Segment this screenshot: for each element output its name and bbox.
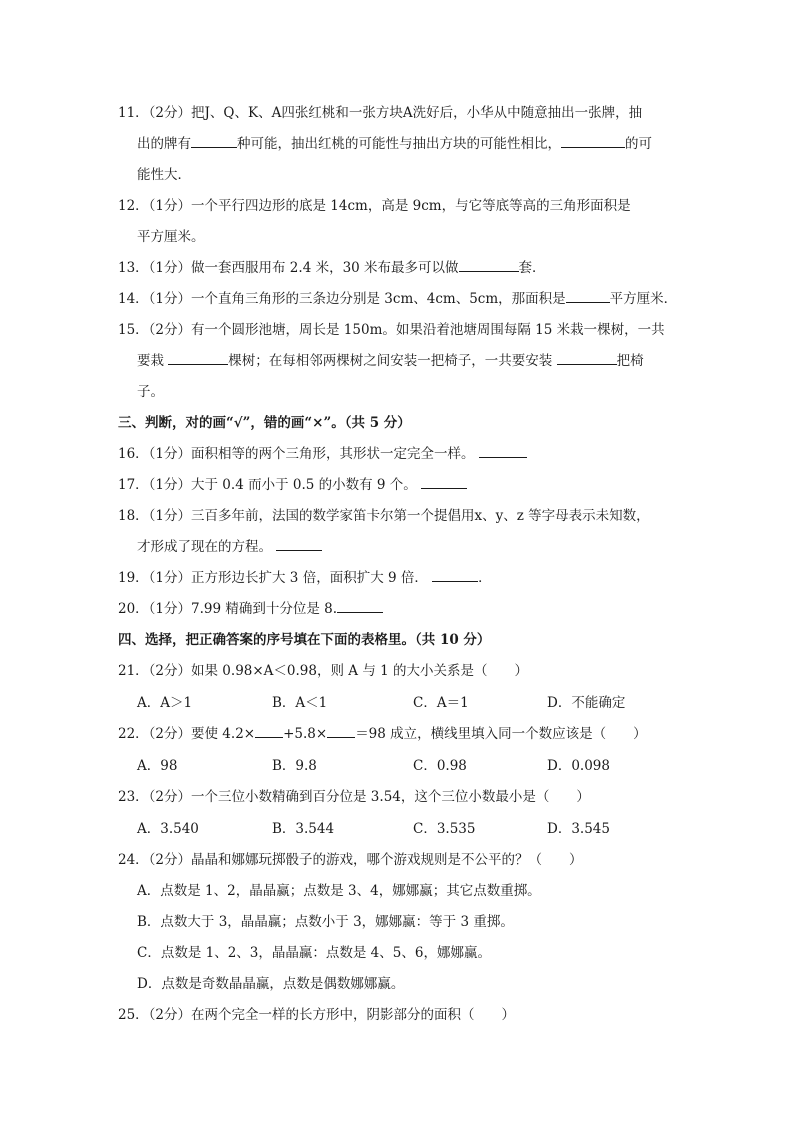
q12-line1: 12．（1分）一个平行四边形的底是 14cm，高是 9cm，与它等底等高的三角形面积是	[118, 198, 631, 214]
q22-text-b: +5.8×	[283, 726, 328, 742]
q17-line	[118, 476, 678, 494]
q24-option-b[interactable]: B．点数大于 3，晶晶赢；点数小于 3，娜娜赢：等于 3 重掷。	[137, 914, 514, 930]
q14-line	[118, 290, 678, 308]
q24-option-c[interactable]: C．点数是 1、2、3，晶晶赢：点数是 4、5、6，娜娜赢。	[137, 945, 491, 961]
q18-blank[interactable]	[276, 538, 322, 551]
q11-blank-2[interactable]	[561, 135, 625, 148]
q20-line	[118, 600, 678, 618]
q11-text-a: 出的牌有	[137, 136, 191, 152]
q22-option-c[interactable]: C．0.98	[413, 758, 467, 774]
q19-blank[interactable]	[432, 569, 478, 582]
q22-stem	[118, 725, 678, 743]
q11-text-c: 的可	[625, 136, 652, 152]
q25-stem: 25．（2分）在两个完全一样的长方形中，阴影部分的面积（ ）	[118, 1007, 516, 1023]
q21-option-d[interactable]: D．不能确定	[547, 695, 626, 711]
q15-line2	[137, 352, 697, 370]
q12-line2: 平方厘米。	[137, 229, 205, 245]
section-3-heading: 三、判断，对的画“√”，错的画“×”。（共 5 分）	[118, 415, 411, 431]
q21-option-a[interactable]: A．A＞1	[137, 695, 193, 711]
q17-text: 17．（1分）大于 0.4 而小于 0.5 的小数有 9 个。	[118, 477, 422, 493]
q13-blank[interactable]	[459, 259, 519, 272]
q23-option-a[interactable]: A．3.540	[137, 821, 199, 837]
q15-line3: 子。	[137, 384, 164, 400]
q20-blank[interactable]	[337, 600, 383, 613]
q21-option-c[interactable]: C．A＝1	[413, 695, 469, 711]
q15-blank-1[interactable]	[168, 352, 228, 365]
q22-text-c: ＝98 成立，横线里填入同一个数应该是（ ）	[355, 726, 647, 742]
q14-text-a: 14．（1分）一个直角三角形的三条边分别是 3cm、4cm、5cm，那面积是	[118, 291, 566, 307]
q14-blank[interactable]	[566, 290, 610, 303]
q15-text-a: 要栽	[137, 353, 169, 369]
section-4-heading: 四、选择，把正确答案的序号填在下面的表格里。（共 10 分）	[118, 632, 491, 648]
q17-blank[interactable]	[421, 476, 467, 489]
q11-line3: 能性大．	[137, 167, 191, 183]
q22-blank-2[interactable]	[327, 725, 355, 738]
q18-line1: 18．（1分）三百多年前，法国的数学家笛卡尔第一个提倡用x、y、z 等字母表示未知数，	[118, 508, 650, 524]
q15-text-b: 棵树；在每相邻两棵树之间安装一把椅子，一共要安装	[228, 353, 557, 369]
q24-stem: 24．（2分）晶晶和娜娜玩掷骰子的游戏，哪个游戏规则是不公平的？（ ）	[118, 852, 583, 868]
q11-blank-1[interactable]	[191, 135, 237, 148]
q23-option-d[interactable]: D．3.545	[547, 821, 610, 837]
q19-text-b: ．	[478, 570, 492, 586]
q11-text-b: 种可能，抽出红桃的可能性与抽出方块的可能性相比，	[237, 136, 561, 152]
q21-option-b[interactable]: B．A＜1	[272, 695, 328, 711]
q22-option-a[interactable]: A．98	[137, 758, 178, 774]
q16-text: 16．（1分）面积相等的两个三角形，其形状一定完全一样。	[118, 446, 479, 462]
q24-option-a[interactable]: A．点数是 1、2，晶晶赢；点数是 3、4，娜娜赢；其它点数重掷。	[137, 883, 541, 899]
q22-blank-1[interactable]	[255, 725, 283, 738]
q14-text-b: 平方厘米．	[609, 291, 678, 307]
q16-blank[interactable]	[479, 445, 527, 458]
q15-text-c: 把椅	[616, 353, 644, 369]
q15-line1: 15．（2分）有一个圆形池塘，周长是 150m。如果沿着池塘周围每隔 15 米栽一棵树，一共	[118, 322, 665, 338]
q19-text-a: 19．（1分）正方形边长扩大 3 倍，面积扩大 9 倍．	[118, 570, 433, 586]
q22-text-a: 22．（2分）要使 4.2×	[118, 726, 256, 742]
q13-text-a: 13．（1分）做一套西服用布 2.4 米，30 米布最多可以做	[118, 260, 459, 276]
q22-option-b[interactable]: B．9.8	[272, 758, 317, 774]
q20-text: 20．（1分）7.99 精确到十分位是 8.	[118, 601, 338, 617]
q19-line	[118, 569, 678, 587]
q18-line2	[137, 538, 697, 556]
q16-line	[118, 445, 678, 463]
q11-line1: 11．（2分）把J、Q、K、A四张红桃和一张方块A洗好后，小华从中随意抽出一张牌，抽	[118, 105, 643, 121]
q22-option-d[interactable]: D．0.098	[547, 758, 610, 774]
q11-line2	[137, 135, 697, 153]
q18-text: 才形成了现在的方程。	[137, 539, 277, 555]
q13-line	[118, 259, 678, 277]
q24-option-d[interactable]: D．点数是奇数晶晶赢，点数是偶数娜娜赢。	[137, 976, 405, 992]
q21-stem: 21．（2分）如果 0.98×A＜0.98，则 A 与 1 的大小关系是（ ）	[118, 663, 528, 679]
q23-stem: 23．（2分）一个三位小数精确到百分位是 3.54，这个三位小数最小是（ ）	[118, 789, 590, 805]
q23-option-b[interactable]: B．3.544	[272, 821, 335, 837]
q23-option-c[interactable]: C．3.535	[413, 821, 476, 837]
q15-blank-2[interactable]	[557, 352, 617, 365]
q13-text-b: 套．	[518, 260, 546, 276]
